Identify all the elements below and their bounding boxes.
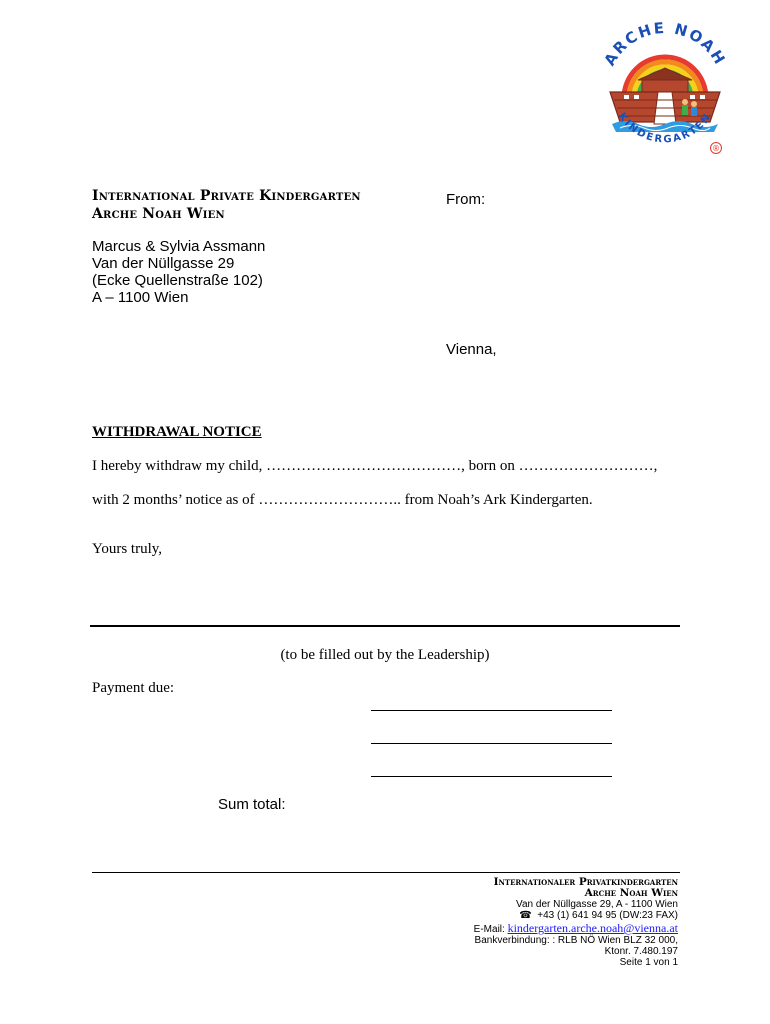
footer-phone-text: +43 (1) 641 94 95 (DW:23 FAX) — [537, 910, 678, 921]
org-name-line2: Arche Noah Wien — [92, 206, 225, 222]
footer-account: Ktonr. 7.480.197 — [604, 946, 678, 957]
page-number: Seite 1 von 1 — [619, 957, 678, 968]
sum-total-label: Sum total: — [218, 796, 286, 813]
payment-line-1[interactable] — [371, 710, 612, 711]
withdraw-child-line: I hereby withdraw my child, …………………………………, born on ………………………, — [92, 458, 658, 474]
logo-title: ARCHE NOAH — [600, 22, 730, 69]
leadership-note-text: (to be filled out by the Leadership) — [280, 647, 490, 663]
footer-bank: Bankverbindung: : RLB NÖ Wien BLZ 32 000, — [474, 935, 678, 946]
logo-subtitle: KINDERGARTEN — [615, 111, 715, 146]
org-name-line1: International Private Kindergarten — [92, 188, 361, 204]
notice-title: WITHDRAWAL NOTICE — [92, 424, 262, 440]
footer-address: Van der Nüllgasse 29, A - 1100 Wien — [516, 899, 678, 910]
email-link[interactable]: kindergarten.arche.noah@vienna.at — [507, 921, 678, 935]
recipient-name: Marcus & Sylvia Assmann — [92, 238, 266, 255]
closing-salutation: Yours truly, — [92, 541, 163, 557]
recipient-corner: (Ecke Quellenstraße 102) — [92, 272, 263, 289]
registered-mark: ® — [712, 144, 720, 153]
payment-line-3[interactable] — [371, 776, 612, 777]
date-place-label: Vienna, — [446, 341, 497, 358]
recipient-city: A – 1100 Wien — [92, 289, 189, 306]
footer-divider — [92, 872, 680, 873]
footer-org-line2: Arche Noah Wien — [584, 887, 678, 899]
from-label: From: — [446, 191, 486, 208]
section-divider — [90, 625, 680, 627]
footer-email — [474, 922, 678, 936]
payment-due-label: Payment due: — [92, 680, 175, 696]
leadership-note — [0, 647, 770, 664]
arche-noah-logo — [590, 22, 740, 164]
footer-email-label: E-Mail: — [473, 924, 508, 935]
notice-period-line: with 2 months’ notice as of ……………………….. from Noah’s Ark Kindergarten. — [92, 492, 593, 508]
footer-org-line1: Internationaler Privatkindergarten — [493, 876, 678, 888]
payment-line-2[interactable] — [371, 743, 612, 744]
ark-illustration-icon — [590, 22, 740, 164]
phone-icon: ☎ — [519, 910, 538, 921]
recipient-street: Van der Nüllgasse 29 — [92, 255, 235, 272]
